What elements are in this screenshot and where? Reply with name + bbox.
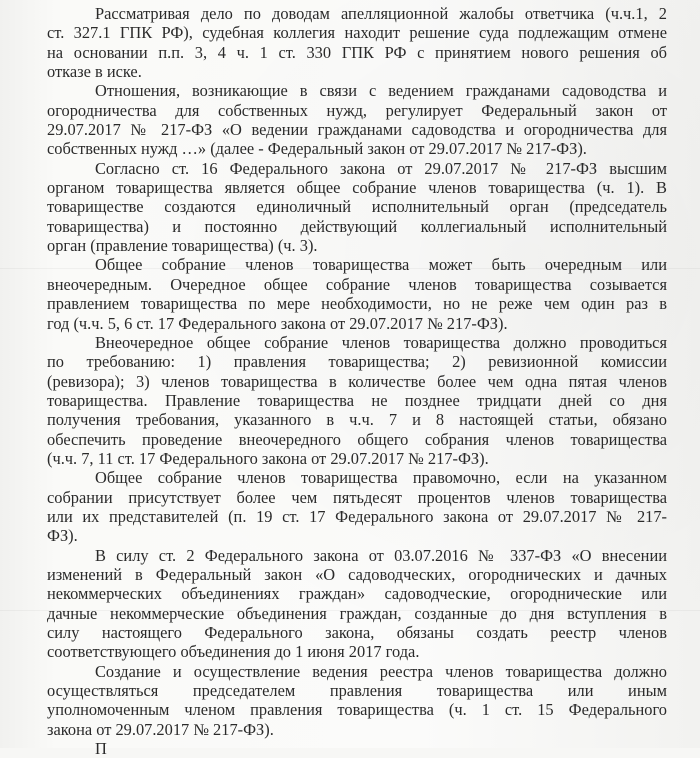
paragraph-line: Общее собрание членов товарищества правомочно, если на указанном — [95, 468, 667, 488]
paragraph — [47, 159, 667, 256]
paragraph-line: Рассматривая дело по доводам апелляционной жалобы ответчика (ч.ч.1, 2 — [95, 4, 667, 23]
paragraph — [47, 468, 667, 545]
paragraph-line: обеспечить проведение внеочередного общего собрания членов товарищества — [47, 429, 667, 449]
paragraph-line: органом товарищества является общее собрание членов товарищества (ч. 1). В — [47, 178, 667, 198]
paragraph — [47, 739, 667, 758]
paragraph-line: товарищества. Правление товарищества не позднее тридцати дней со дня — [47, 390, 667, 410]
paragraph-line: некоммерческих объединениях граждан» садоводческие, огороднические или — [47, 584, 667, 604]
paragraph-line: ФЗ). — [47, 526, 78, 546]
paragraph-line: огородничества для собственных нужд, регулирует Федеральный закон от — [47, 100, 667, 120]
paragraph — [47, 662, 667, 739]
paragraph-line: внеочередным. Очередное общее собрание членов товарищества созывается — [47, 274, 667, 294]
document-body — [47, 4, 667, 758]
paragraph-line: орган (правление товарищества) (ч. 3). — [47, 236, 318, 256]
paragraph-line: дачные некоммерческие объединения граждан, созданные до дня вступления в — [47, 603, 667, 623]
paragraph-line: 29.07.2017 № 217-ФЗ «О ведении гражданами садоводства и огородничества для — [47, 120, 667, 140]
paragraph-line: получения требования, указанного в ч.ч. 7 и 8 настоящей статьи, обязано — [47, 410, 667, 430]
paragraph-line: уполномоченным членом правления товарищества (ч. 1 ст. 15 Федерального — [47, 700, 667, 720]
paragraph-line: Внеочередное общее собрание членов товарищества должно проводиться — [95, 332, 667, 352]
paragraph — [47, 255, 667, 332]
paragraph-line: или их представителей (п. 19 ст. 17 Федерального закона от 29.07.2017 № 217- — [47, 506, 667, 526]
paragraph-line: осуществляться председателем правления товарищества или иным — [47, 681, 667, 701]
paragraph-line: (ревизора); 3) членов товарищества в количестве более чем одна пятая членов — [47, 371, 667, 391]
paragraph — [47, 4, 667, 81]
paragraph-line: Отношения, возникающие в связи с ведением гражданами садоводства и — [95, 81, 667, 101]
paragraph-line: год (ч.ч. 5, 6 ст. 17 Федерального закона от 29.07.2017 № 217-ФЗ). — [47, 313, 508, 333]
paragraph-line: товариществе создаются единоличный исполнительный орган (председатель — [47, 197, 667, 217]
paragraph-line: Создание и осуществление ведения реестра членов товарищества должно — [95, 661, 667, 681]
paragraph-line: собственных нужд …» (далее - Федеральный закон от 29.07.2017 № 217-ФЗ). — [47, 139, 587, 159]
paragraph-line: соответствующего объединения до 1 июня 2017 года. — [47, 642, 420, 662]
paragraph-line: изменений в Федеральный закон «О садоводческих, огороднических и дачных — [47, 564, 667, 584]
paragraph-line: В силу ст. 2 Федерального закона от 03.07.2016 № 337-ФЗ «О внесении — [95, 545, 667, 565]
paragraph-line: П — [95, 739, 107, 758]
paragraph-line: товарищества) и постоянно действующий коллегиальный исполнительный — [47, 216, 667, 236]
paragraph — [47, 81, 667, 158]
paragraph-line: собрании присутствует более чем пятьдесят процентов членов товарищества — [47, 487, 667, 507]
paragraph-line: на основании п.п. 3, 4 ч. 1 ст. 330 ГПК РФ с принятием нового решения об — [47, 42, 667, 62]
paragraph-line: ст. 327.1 ГПК РФ), судебная коллегия находит решение суда подлежащим отмене — [47, 23, 667, 43]
paragraph-line: отказе в иске. — [47, 62, 142, 82]
paragraph-line: силу настоящего Федерального закона, обязаны создать реестр членов — [47, 623, 667, 642]
paragraph-line: по требованию: 1) правления товарищества; 2) ревизионной комиссии — [47, 352, 667, 372]
paragraph — [47, 546, 667, 662]
paragraph — [47, 333, 667, 468]
paragraph-line: Общее собрание членов товарищества может быть очередным или — [95, 255, 667, 275]
paragraph-line: правлением товарищества по мере необходимости, но не реже чем один раз в — [47, 294, 667, 314]
paragraph-line: (ч.ч. 7, 11 ст. 17 Федерального закона от 29.07.2017 № 217-ФЗ). — [47, 448, 489, 468]
paragraph-line: закона от 29.07.2017 № 217-ФЗ). — [47, 719, 274, 739]
paragraph-line: Согласно ст. 16 Федерального закона от 29.07.2017 № 217-ФЗ высшим — [95, 158, 667, 178]
